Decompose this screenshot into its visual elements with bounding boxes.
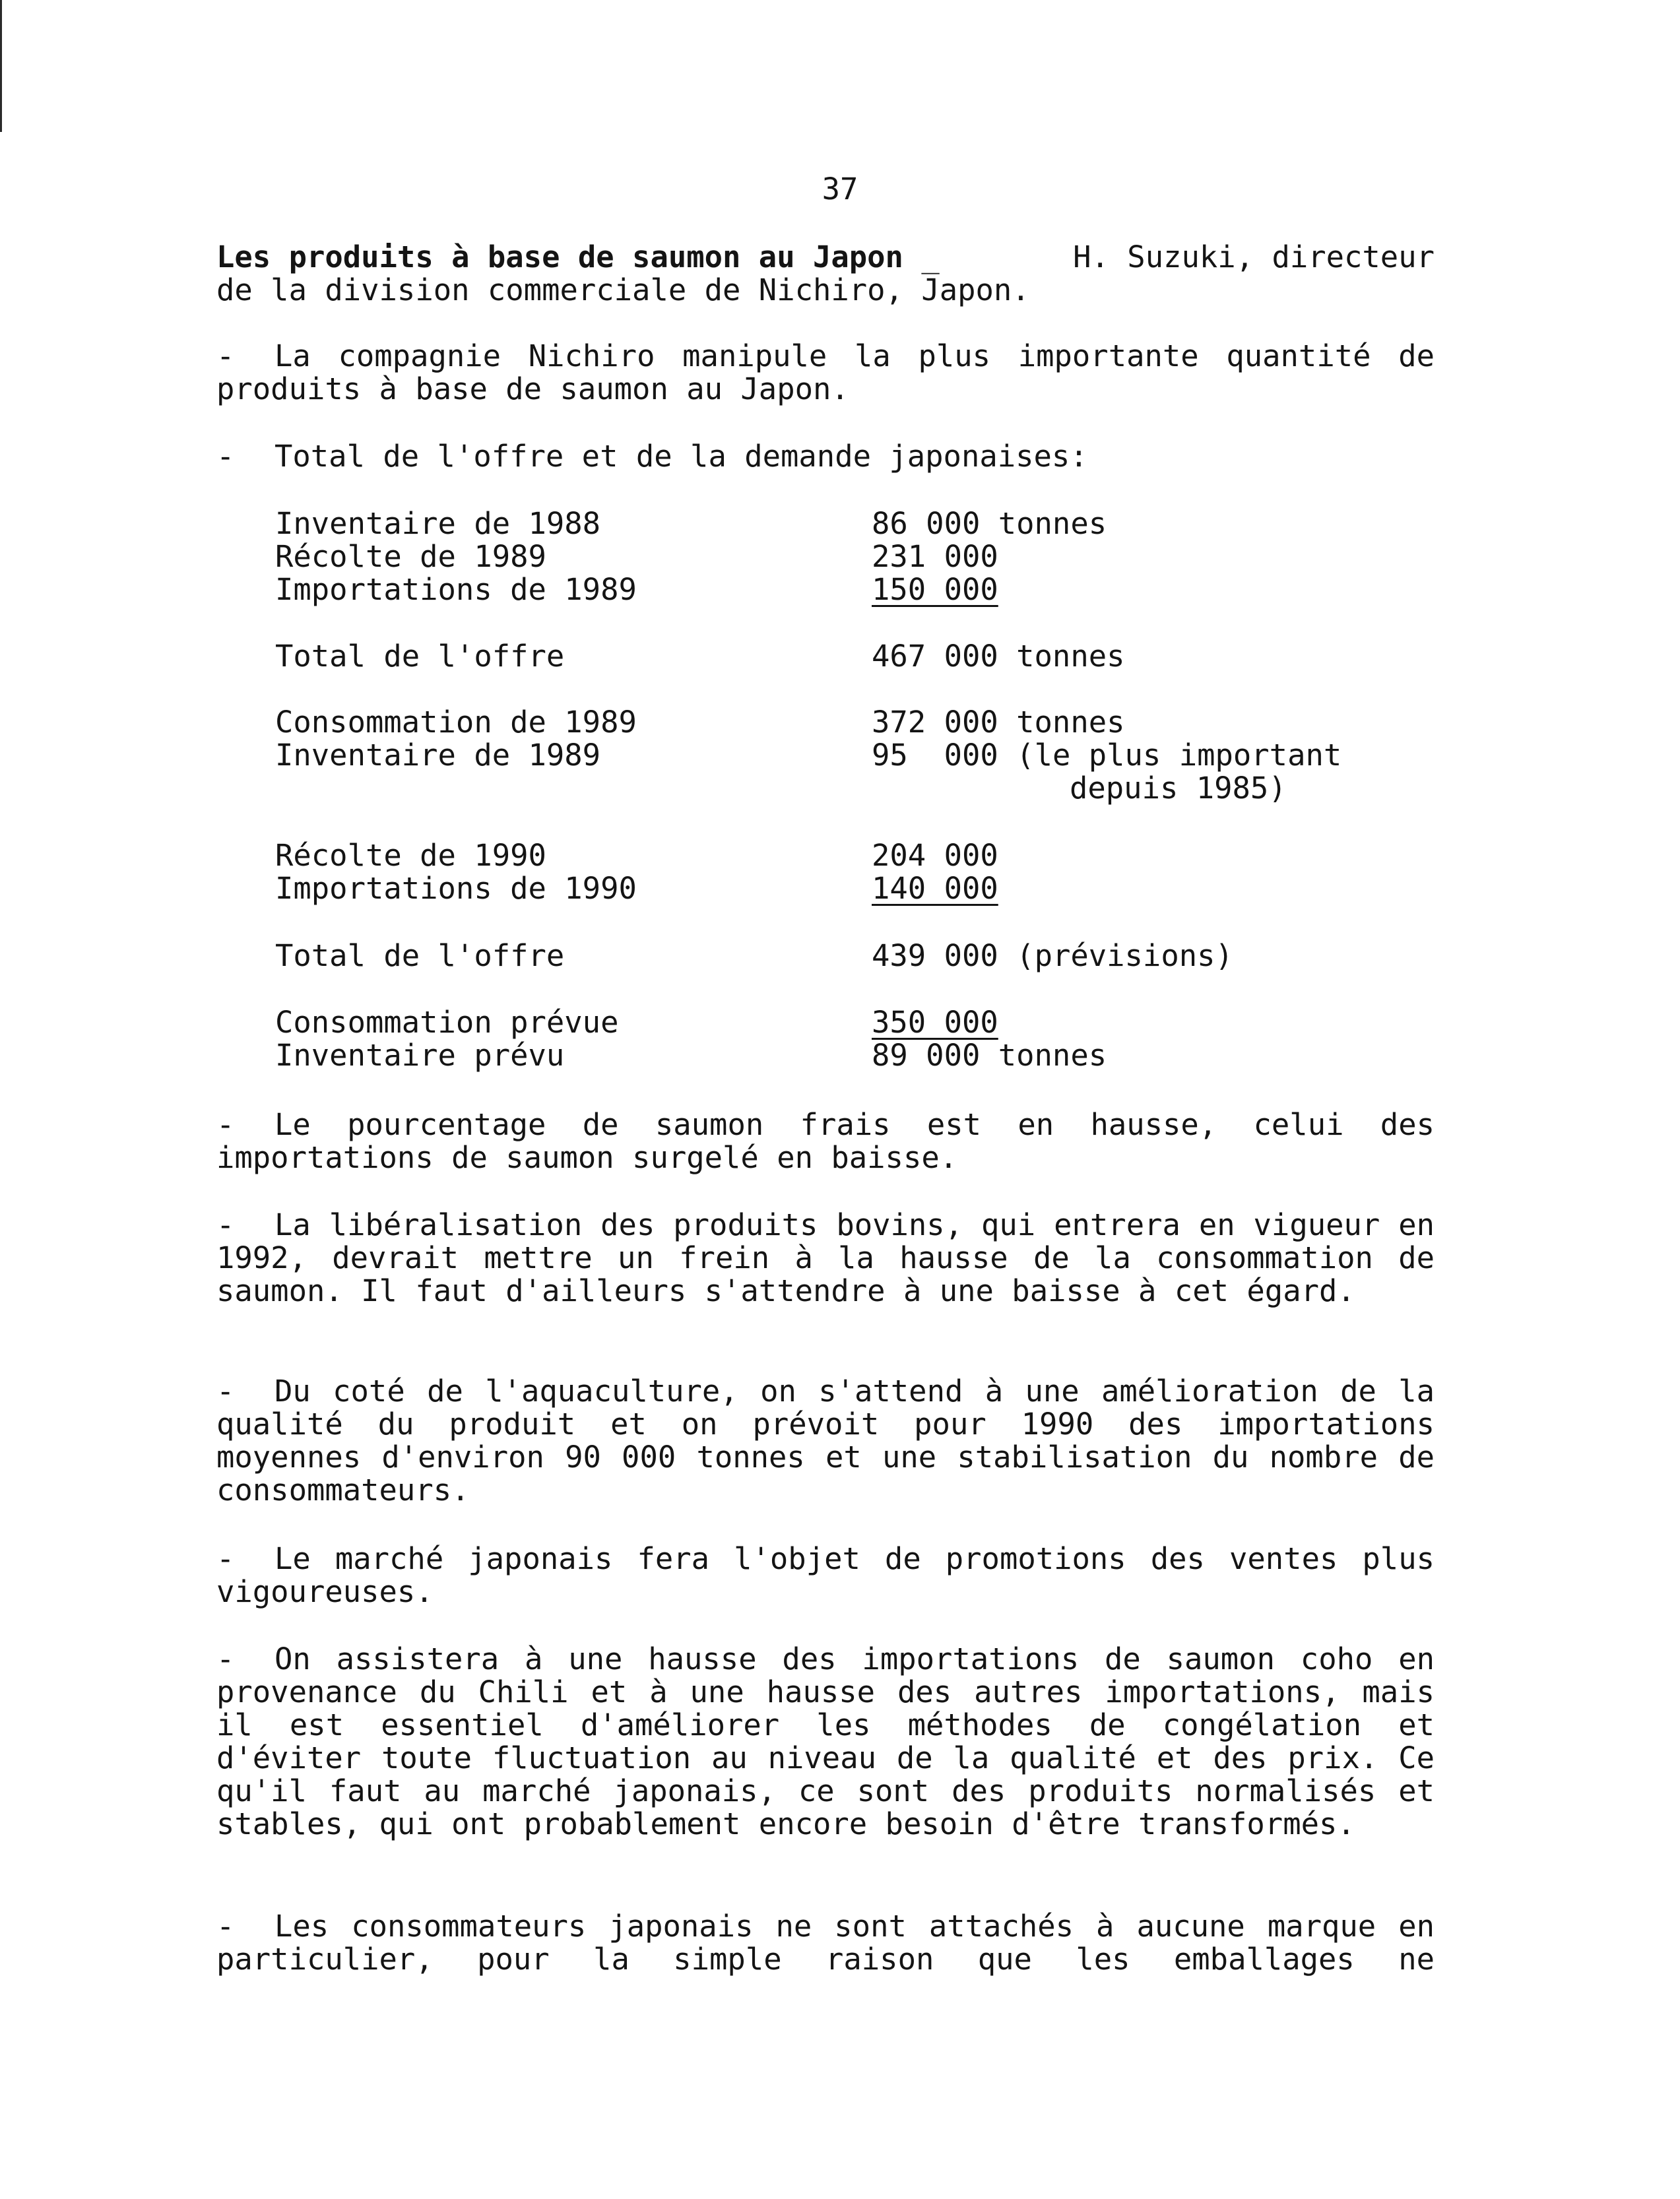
dash-marker: - (216, 1207, 235, 1242)
table-row: Inventaire prévu 89 000 tonnes (275, 1038, 1107, 1073)
supply-table-group-4 (275, 1006, 1435, 1072)
inventory-note: (le plus important (1016, 738, 1342, 773)
paragraph-text: - Total de l'offre et de la demande japonaises: (216, 439, 1088, 474)
paragraph-company (216, 340, 1435, 406)
paragraph-beef-liberalisation: - La libéralisation des produits bovins, qui entrera en vigueur en 1992, devrait mettre un frein à la hausse de la consommation de saumon. Il faut d'ailleurs s'attendre à une baisse à cet égard. (216, 1207, 1435, 1308)
scan-edge-line (0, 0, 2, 132)
table-row (275, 772, 1435, 805)
dash-marker: - (216, 1107, 235, 1142)
paragraph-aquaculture: - Du coté de l'aquaculture, on s'attend à une amélioration de la qualité du produit et on prévoit pour 1990 des importations moyennes d'environ 90 000 tonnes et une stabilisation du nombre de consommateurs. (216, 1374, 1435, 1508)
table-row: Importations de 1989 150 000 (275, 572, 998, 607)
table-row: Inventaire de 1989 95 000 (le plus important (275, 738, 1342, 773)
paragraph-fresh-salmon: - Le pourcentage de saumon frais est en hausse, celui des importations de saumon surgelé en baisse. (216, 1107, 1435, 1175)
table-row: Récolte de 1990 204 000 (275, 838, 998, 873)
dash-marker: - (216, 1641, 235, 1676)
page-number: 37 (822, 172, 858, 207)
byline-line-1: H. Suzuki, directeur (1073, 239, 1435, 274)
paragraph-text: - La compagnie Nichiro manipule la plus importante quantité de produits à base de saumon au Japon. (216, 338, 1435, 406)
paragraph-supply-demand (216, 440, 1435, 473)
table-row: Consommation prévue 350 000 (275, 1005, 998, 1040)
table-row: Total de l'offre 439 000 (prévisions) (275, 938, 1233, 973)
paragraph-promotions: - Le marché japonais fera l'objet de promotions des ventes plus vigoureuses. (216, 1541, 1435, 1609)
supply-table-group-2 (275, 706, 1435, 805)
article-header (216, 241, 1435, 307)
byline-line-2: de la division commerciale de Nichiro, Japon. (216, 272, 1030, 307)
table-row: Récolte de 1989 231 000 (275, 539, 998, 574)
table-row: Importations de 1990 140 000 (275, 871, 998, 906)
supply-table-group-1 (275, 507, 1435, 606)
header-line-1 (216, 241, 1435, 274)
title-separator: _ (921, 239, 940, 274)
dash-marker: - (216, 1541, 235, 1576)
forecast-note: (prévisions) (1016, 938, 1233, 973)
dash-marker: - (216, 1374, 235, 1409)
supply-table-group-3 (275, 839, 1435, 905)
dash-marker: - (216, 338, 235, 373)
table-row: Inventaire de 1988 86 000 tonnes (275, 506, 1107, 541)
table-row: Total de l'offre 467 000 tonnes (275, 639, 1125, 674)
paragraph-imports-chile: - On assistera à une hausse des importations de saumon coho en provenance du Chili et à une hausse des autres importations, mais il est essentiel d'améliorer les méthodes de congélation et d'éviter toute fluctuation au niveau de la qualité et des prix. Ce qu'il faut au marché japonais, ce sont des produits normalisés et stables, qui ont probablement encore besoin d'être transformés. (216, 1641, 1435, 1841)
dash-marker: - (216, 1909, 235, 1944)
dash-marker: - (216, 439, 235, 474)
table-row: Consommation de 1989 372 000 tonnes (275, 705, 1125, 740)
inventory-note-continued: depuis 1985) (1070, 771, 1287, 806)
paragraph-consumers-brands: - Les consommateurs japonais ne sont attachés à aucune marque en particulier, pour la simple raison que les emballages ne (216, 1909, 1435, 1977)
supply-table-total-1 (275, 640, 1435, 673)
article-title: Les produits à base de saumon au Japon (216, 239, 903, 274)
supply-table-total-2 (275, 940, 1435, 972)
